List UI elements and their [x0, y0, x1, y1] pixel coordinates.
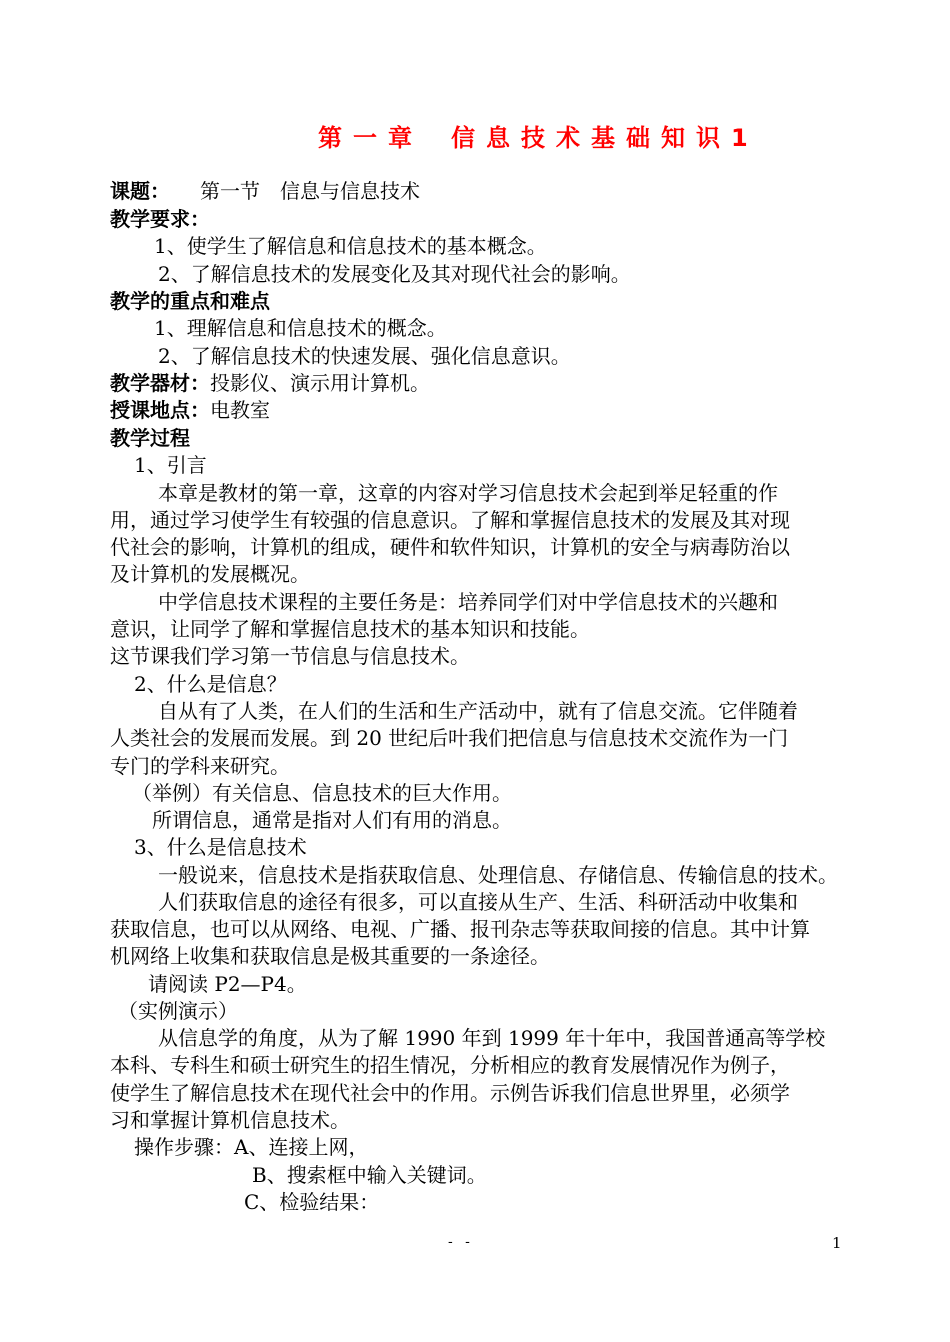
process-line: 人类社会的发展而发展。到 20 世纪后叶我们把信息与信息技术交流作为一门: [110, 726, 789, 750]
subject-value: 第一节 信息与信息技术: [200, 179, 420, 203]
location-value: 电教室: [210, 398, 270, 422]
chapter-title-part1: 第一章: [318, 124, 423, 152]
chapter-title: [318, 118, 759, 153]
location-label: 授课地点：: [110, 398, 210, 422]
process-line: 所谓信息，通常是指对人们有用的消息。: [152, 808, 512, 832]
process-line: C、检验结果：: [244, 1190, 380, 1214]
process-line: 本章是教材的第一章，这章的内容对学习信息技术会起到举足轻重的作: [158, 481, 778, 505]
process-line: 及计算机的发展概况。: [110, 562, 310, 586]
process-line: 获取信息，也可以从网络、电视、广播、报刊杂志等获取间接的信息。其中计算: [110, 917, 810, 941]
process-line: 代社会的影响，计算机的组成，硬件和软件知识，计算机的安全与病毒防治以: [110, 535, 790, 559]
requirement-item: 1、使学生了解信息和信息技术的基本概念。: [154, 234, 547, 258]
process-line: 中学信息技术课程的主要任务是：培养同学们对中学信息技术的兴趣和: [158, 590, 778, 614]
footer-center-mark: - -: [448, 1234, 474, 1250]
process-line: 用，通过学习使学生有较强的信息意识。了解和掌握信息技术的发展及其对现: [110, 508, 790, 532]
key-points-heading: 教学的重点和难点: [110, 289, 270, 313]
process-line: 人们获取信息的途径有很多，可以直接从生产、生活、科研活动中收集和: [158, 890, 798, 914]
key-point-item: 1、理解信息和信息技术的概念。: [154, 316, 447, 340]
process-line: 自从有了人类，在人们的生活和生产活动中，就有了信息交流。它伴随着: [158, 699, 798, 723]
page-number: 1: [832, 1234, 842, 1252]
subject-line: [110, 178, 420, 204]
process-line: 本科、专科生和硕士研究生的招生情况，分析相应的教育发展情况作为例子，: [110, 1053, 790, 1077]
equipment-line: [110, 370, 430, 396]
process-line: 请阅读 P2—P4。: [148, 972, 307, 996]
requirements-heading: 教学要求：: [110, 207, 210, 231]
equipment-label: 教学器材：: [110, 371, 210, 395]
process-line: 操作步骤：A、连接上网，: [134, 1135, 369, 1159]
process-line: B、搜索框中输入关键词。: [252, 1163, 487, 1187]
process-line: 1、引言: [134, 453, 207, 477]
process-line: 意识，让同学了解和掌握信息技术的基本知识和技能。: [110, 617, 590, 641]
process-heading: 教学过程: [110, 426, 190, 450]
process-line: 这节课我们学习第一节信息与信息技术。: [110, 644, 470, 668]
process-line: 2、什么是信息？: [134, 672, 287, 696]
key-point-item: 2、了解信息技术的快速发展、强化信息意识。: [158, 344, 571, 368]
process-line: （举例）有关信息、信息技术的巨大作用。: [132, 781, 512, 805]
process-line: 专门的学科来研究。: [110, 754, 290, 778]
process-line: 习和掌握计算机信息技术。: [110, 1108, 350, 1132]
process-line: 使学生了解信息技术在现代社会中的作用。示例告诉我们信息世界里，必须学: [110, 1081, 790, 1105]
equipment-value: 投影仪、演示用计算机。: [210, 371, 430, 395]
location-line: [110, 397, 270, 423]
process-line: 3、什么是信息技术: [134, 835, 307, 859]
process-line: 机网络上收集和获取信息是极其重要的一条途径。: [110, 944, 550, 968]
process-line: 一般说来，信息技术是指获取信息、处理信息、存储信息、传输信息的技术。: [158, 863, 838, 887]
process-line: （实例演示）: [118, 999, 238, 1023]
process-line: 从信息学的角度，从为了解 1990 年到 1999 年十年中，我国普通高等学校: [158, 1026, 826, 1050]
requirement-item: 2、了解信息技术的发展变化及其对现代社会的影响。: [158, 262, 631, 286]
subject-label: 课题：: [110, 179, 170, 203]
chapter-title-part2: 信息技术基础知识1: [451, 124, 759, 152]
